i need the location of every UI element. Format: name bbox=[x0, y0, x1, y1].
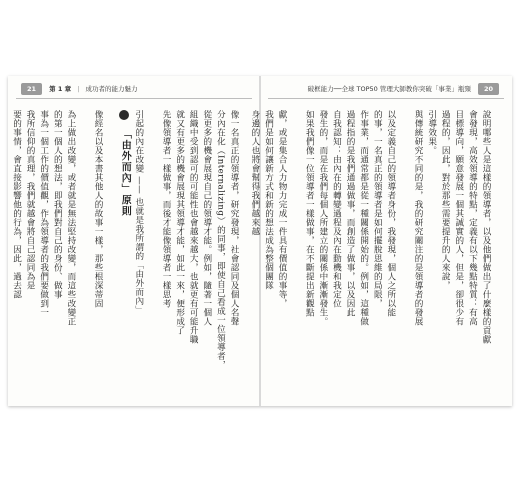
text-line: 從更多的機會展現自己的領導才能。例如，隨著一個人 bbox=[201, 110, 212, 326]
text-line: 要的事情，會直接影響他的行為，因此，過去認 bbox=[11, 110, 22, 299]
right-page bbox=[249, 76, 512, 406]
text-line: 像一名真正的領導者，研究發現，社會認同及個人名聲 bbox=[229, 110, 239, 326]
text-line: 獻，或是集合人力物力完成一件具有價值的事等， bbox=[277, 110, 288, 308]
text-line: 組織中受到認可的可能性也會越來越大，也就更有可能升職 bbox=[188, 110, 199, 344]
text-line: 會發現，高效領導的特點，定義有以下幾點特質：有高 bbox=[467, 110, 478, 326]
header-divider: | bbox=[77, 85, 80, 93]
text-line: 分內在化（Internalizing）的同事，即使自己看成一位領導者， bbox=[215, 110, 226, 370]
right-page-number: 20 bbox=[478, 83, 499, 95]
left-body-text bbox=[9, 110, 240, 369]
text-line: 事為一個工作的價值觀，作為領導者的我們要做到一 bbox=[38, 110, 49, 317]
left-page-number: 21 bbox=[21, 83, 42, 95]
left-header-rule bbox=[16, 98, 252, 99]
text-line: 像經名以及本書其他人的故事一樣，那些根深蒂固 bbox=[93, 110, 104, 308]
text-line: 我所信仰的真理，我們就越會將自己認同為是 bbox=[25, 110, 36, 290]
text-line: 發生的，而是在我們每個人所建立的關係中漸漸發生。 bbox=[317, 110, 328, 326]
book-spread bbox=[8, 76, 512, 406]
text-line: 目標導向，願意發展一個其誠實的人，但是，卻很少有 bbox=[453, 110, 464, 326]
text-line: 與傳統研究不同的是，我的研究關注的是領導者的發展 bbox=[413, 110, 424, 326]
text-line: 引導效果。 bbox=[426, 110, 437, 155]
chapter-label: 第 1 章 bbox=[49, 85, 72, 93]
section-heading: 「由外而內」原則 bbox=[118, 110, 132, 369]
text-line: 的第一個人的想法，即我們對自己的身份、做事 bbox=[52, 110, 63, 299]
text-line: 說明哪些人是這樣的領導者，以及他們做出了什麼樣的貢獻 bbox=[481, 110, 491, 344]
text-line: 過程指的是我們通過做事，而創造了做事，以及因此 bbox=[345, 110, 356, 317]
right-body-text bbox=[247, 110, 492, 344]
bullet-icon bbox=[119, 110, 129, 120]
text-line: 身邊的人也將會幫得我們越來越 bbox=[249, 110, 260, 236]
text-line: 作事業，而通常都是從一種關係開始的。例如，這種做 bbox=[358, 110, 369, 326]
section-title: 成功者的能力魅力 bbox=[85, 85, 138, 93]
right-page-header bbox=[308, 83, 504, 95]
text-line: 的事，一名真正的領導者是如何擺脫思維的局限， bbox=[372, 110, 383, 308]
text-line: 就又有更多的機會展現其領導才能，如此一來，便形成了 bbox=[174, 110, 185, 335]
left-page-header bbox=[16, 83, 138, 95]
right-header-rule bbox=[268, 98, 504, 99]
text-line: 引起的內在改變 —— 也就是我所謂的「由外而內」 bbox=[133, 110, 144, 315]
text-line: 我們是如何讓新方式和新的想法成為整個團隊 bbox=[263, 110, 274, 290]
book-title-header: 破框能力──全球 TOP50 管理大師教你突破「事業」瓶頸 bbox=[307, 85, 471, 93]
text-line: 先像領導者一樣做事，而後才能像領導者一樣思考 bbox=[161, 110, 172, 308]
text-line: 過程的，因此，對於那些需要提升的人來說， bbox=[440, 110, 451, 290]
text-line: 以及定義自己的領導者身份，我發現，個人之所以能 bbox=[385, 110, 396, 317]
text-line: 為上做出改變，或者就是無法堅持改變，而這些改變正 bbox=[65, 110, 76, 326]
left-page bbox=[8, 76, 260, 406]
text-line: 如果我們像一位領導者一樣做事，在不斷提出新觀點 bbox=[304, 110, 315, 317]
text-line: 自我認知：由內在的轉變過程及內在動機和我定位 bbox=[331, 110, 342, 308]
